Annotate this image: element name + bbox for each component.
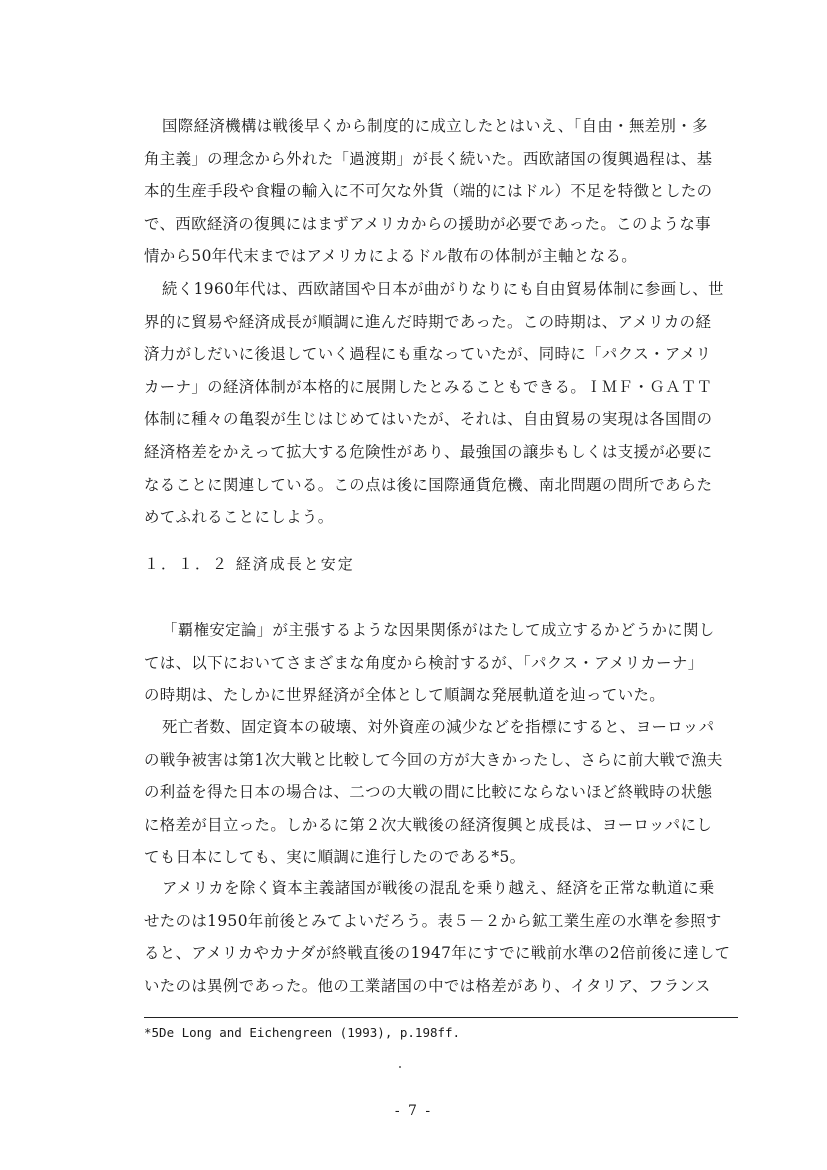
footnote: *5De Long and Eichengreen (1993), p.198ff. — [144, 1025, 461, 1040]
text-line: 界的に貿易や経済成長が順調に進んだ時期であった。この時期は、アメリカの経 — [144, 312, 712, 331]
page-number: - 7 - — [394, 1103, 433, 1119]
text-line: ると、アメリカやカナダが終戦直後の1947年にすでに戦前水準の2倍前後に達して — [144, 944, 731, 963]
text-line: 続く1960年代は、西欧諸国や日本が曲がりなりにも自由貿易体制に参画し、世 — [162, 280, 724, 298]
text-line: の利益を得た日本の場合は、二つの大戦の間に比較にならないほど終戦時の状態 — [144, 783, 713, 802]
paragraph-1 — [144, 110, 744, 273]
text-line: 死亡者数、固定資本の破壊、対外資産の減少などを指標にすると、ヨーロッパ — [162, 718, 715, 736]
text-line: 体制に種々の亀裂が生じはじめてはいたが、それは、自由貿易の実現は各国間の — [144, 410, 713, 429]
text-line: で、西欧経済の復興にはまずアメリカからの援助が必要であった。このような事 — [144, 214, 711, 233]
text-line: せたのは1950年前後とみてよいだろう。表５－２から鉱工業生産の水準を参照す — [144, 911, 722, 930]
text-line: カーナ」の経済体制が本格的に展開したとみることもできる。ＩＭＦ・ＧＡＴＴ — [144, 377, 713, 396]
paragraph-3 — [144, 614, 744, 712]
text-line: なることに関連している。この点は後に国際通貨危機、南北問題の問所であらた — [144, 475, 713, 494]
scan-speck — [399, 1066, 401, 1068]
text-line: に格差が目立った。しかるに第２次大戦後の経済復興と成長は、ヨーロッパにし — [144, 815, 713, 834]
text-line: 情から50年代末まではアメリカによるドル散布の体制が主軸となる。 — [144, 247, 638, 266]
text-line: の戦争被害は第1次大戦と比較して今回の方が大きかったし、さらに前大戦で漁夫 — [144, 750, 723, 769]
text-line: 本的生産手段や食糧の輸入に不可欠な外貨（端的にはドル）不足を特徴としたの — [144, 182, 713, 201]
text-line: ても日本にしても、実に順調に進行したのである*5。 — [144, 848, 526, 867]
text-line: いたのは異例であった。他の工業諸国の中では格差があり、イタリア、フランス — [144, 976, 711, 995]
text-line: めてふれることにしよう。 — [144, 508, 334, 527]
paragraph-4 — [144, 711, 744, 874]
text-line: アメリカを除く資本主義諸国が戦後の混乱を乗り越え、経済を正常な軌道に乗 — [162, 879, 715, 897]
section-heading: １．１．２ 経済成長と安定 — [144, 555, 355, 573]
text-line: 済力がしだいに後退していく過程にも重なっていたが、同時に「パクス・アメリ — [144, 345, 712, 364]
paragraph-2 — [144, 273, 744, 534]
text-line: 経済格差をかえって拡大する危険性があり、最強国の譲歩もしくは支援が必要に — [144, 442, 713, 461]
footnote-divider — [144, 1017, 738, 1018]
text-line: 角主義」の理念から外れた「過渡期」が長く続いた。西欧諸国の復興過程は、基 — [144, 149, 713, 168]
text-line: 国際経済機構は戦後早くから制度的に成立したとはいえ、「自由・無差別・多 — [162, 117, 708, 135]
paragraph-5 — [144, 872, 744, 1002]
text-line: 「覇権安定論」が主張するような因果関係がはたして成立するかどうかに関し — [162, 621, 715, 639]
text-line: ては、以下においてさまざまな角度から検討するが、「パクス・アメリカーナ」 — [144, 653, 704, 672]
text-line: の時期は、たしかに世界経済が全体として順調な発展軌道を辿っていた。 — [144, 686, 666, 705]
